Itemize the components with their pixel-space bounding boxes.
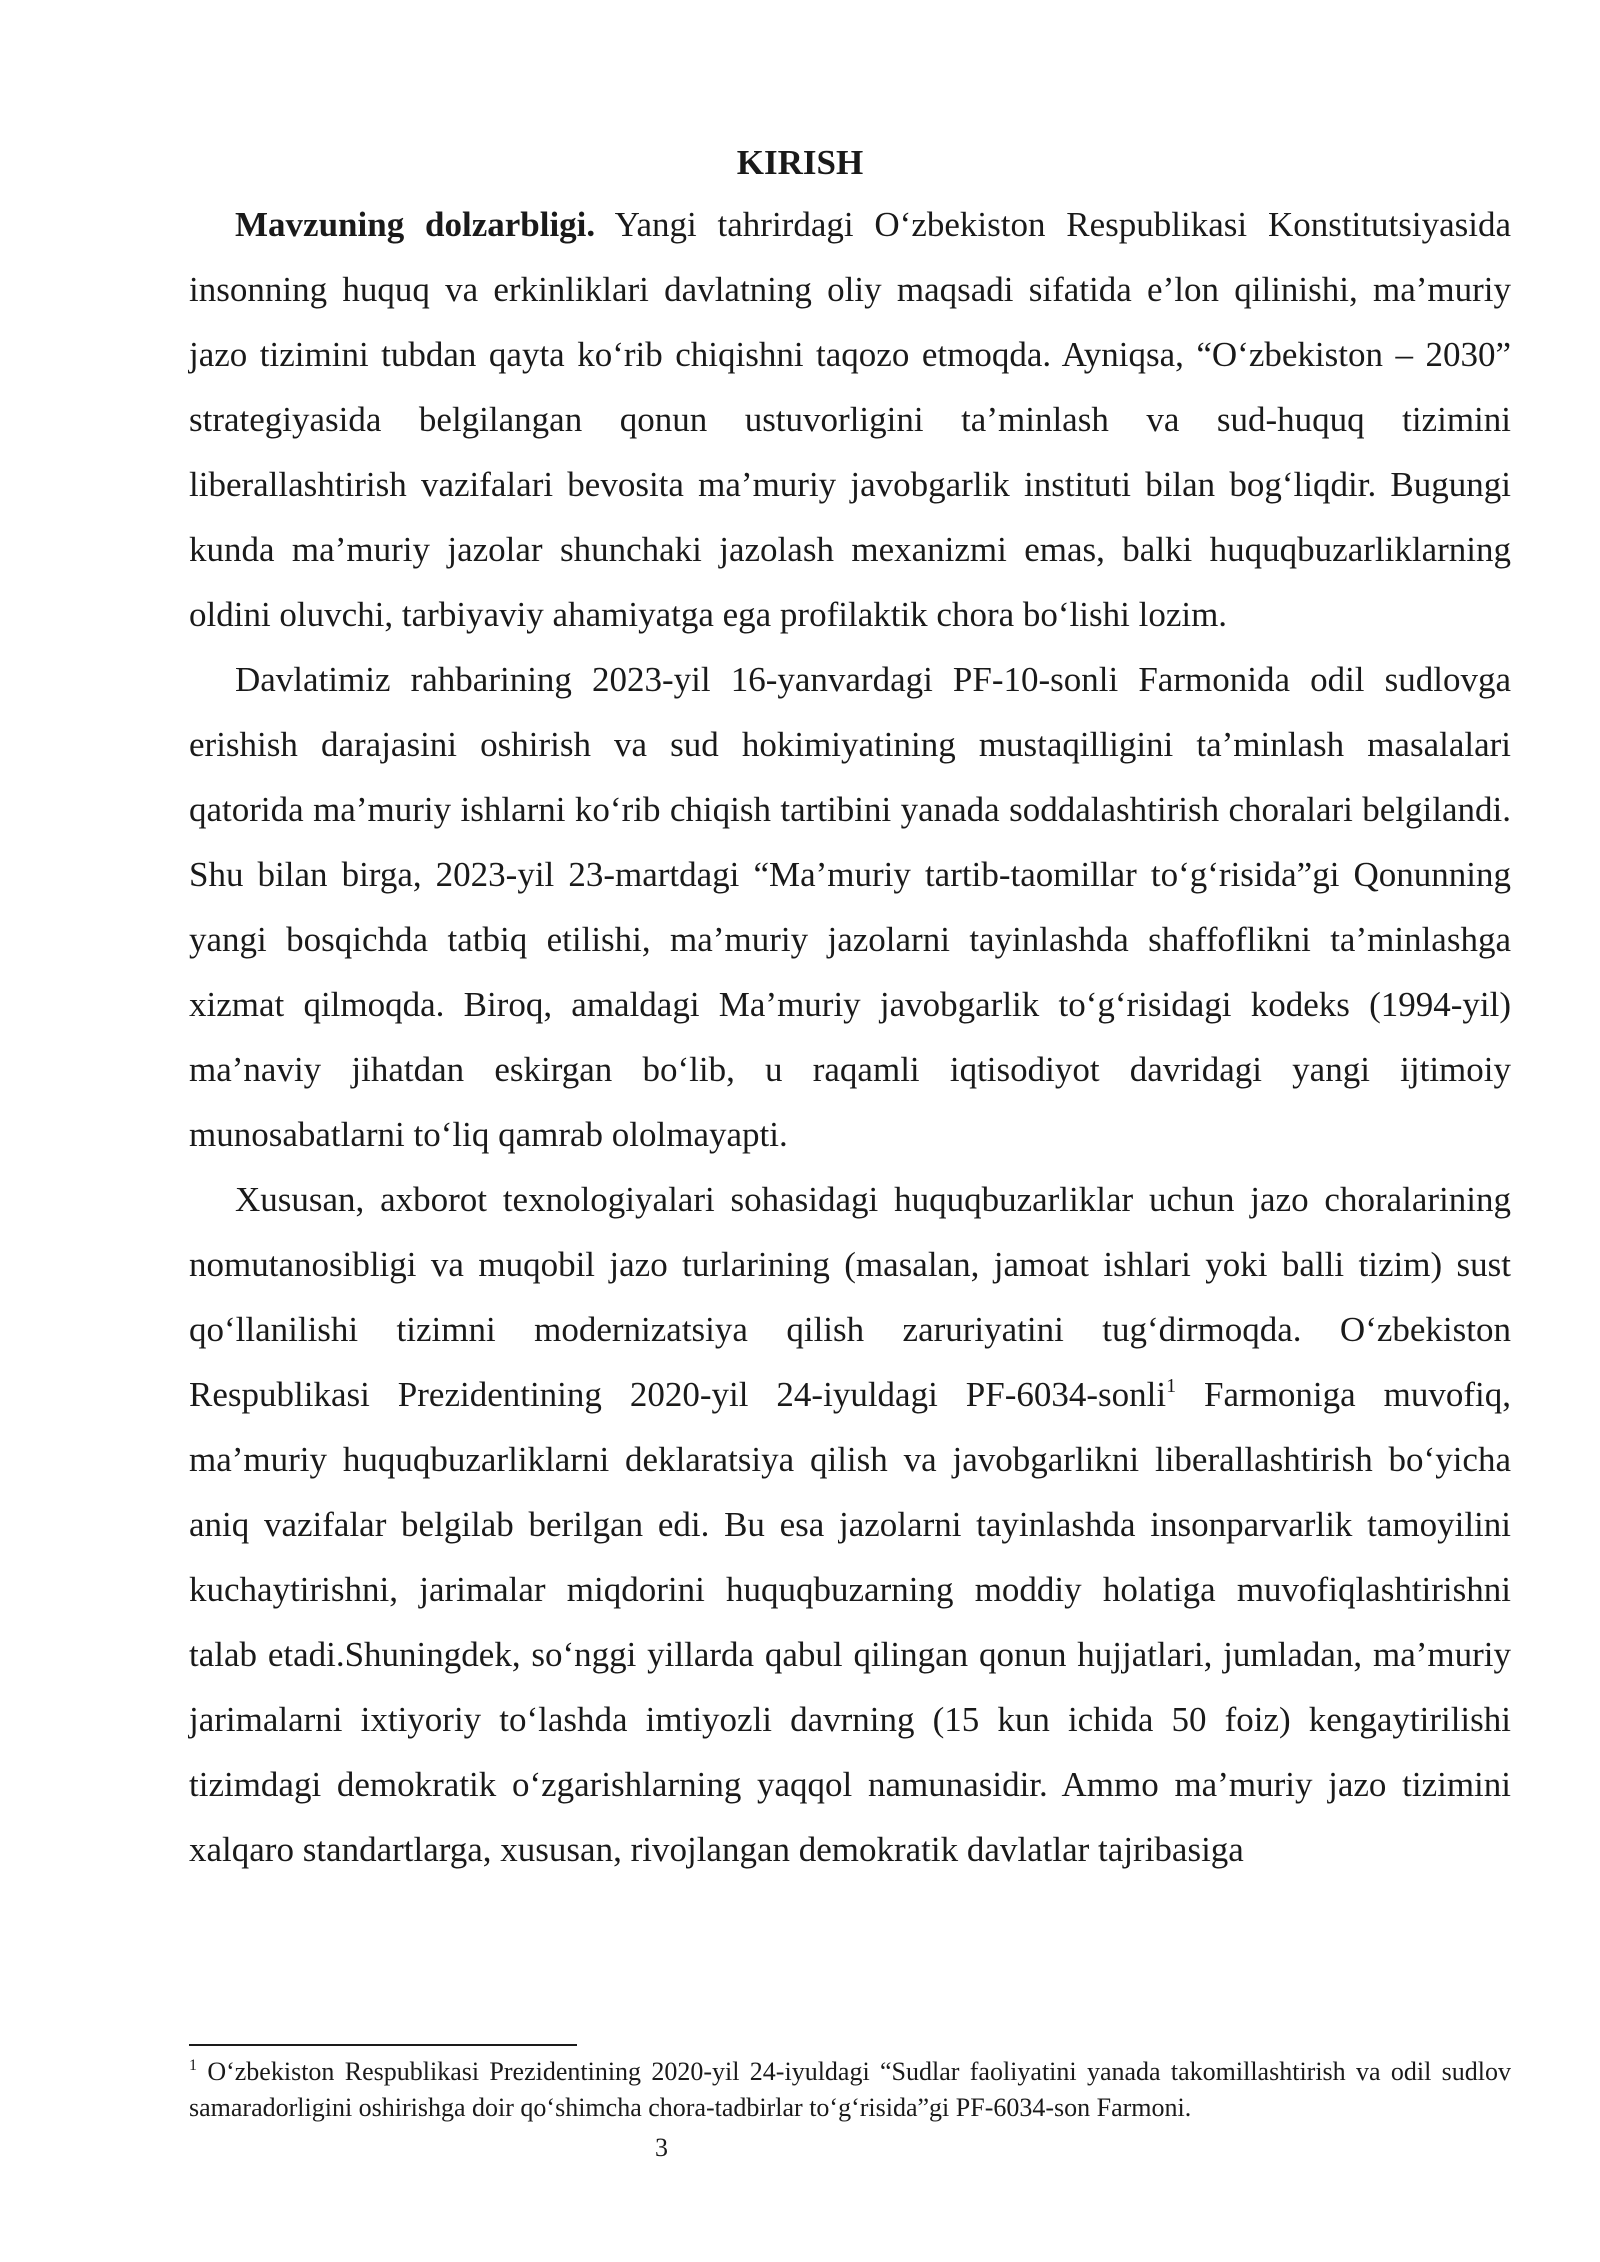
paragraph-decree [189, 647, 1511, 1167]
paragraph-modernization [189, 1167, 1511, 1882]
paragraph-text: Davlatimiz rahbarining 2023-yil 16-yanvardagi PF-10-sonli Farmonida odil sudlovga erishish darajasini oshirish va sud hokimiyatining mustaqilligini ta’minlash masalalari qatorida ma’muriy ishlarni ko‘rib chiqish tartibini yanada soddalashtirish choralari belgilandi. Shu bilan birga, 2023-yil 23-martdagi “Ma’muriy tartib-taomillar to‘g‘risida”gi Qonunning yangi bosqichda tatbiq etilishi, ma’muriy jazolarni tayinlashda shaffoflikni ta’minlashga xizmat qilmoqda. Biroq, amaldagi Ma’muriy javobgarlik to‘g‘risidagi kodeks (1994-yil) ma’naviy jihatdan eskirgan bo‘lib, u raqamli iqtisodiyot davridagi yangi ijtimoiy munosabatlarni to‘liq qamrab ololmayapti. [189, 660, 1511, 1154]
footnote [189, 2054, 1511, 2126]
paragraph-text: Yangi tahrirdagi O‘zbekiston Respublikasi Konstitutsiyasida insonning huquq va erkinliklari davlatning oliy maqsadi sifatida e’lon qilinishi, ma’muriy jazo tizimini tubdan qayta ko‘rib chiqishni taqozo etmoqda. Ayniqsa, “O‘zbekiston – 2030” strategiyasida belgilangan qonun ustuvorligini ta’minlash va sud-huquq tizimini liberallashtirish vazifalari bevosita ma’muriy javobgarlik instituti bilan bog‘liqdir. Bugungi kunda ma’muriy jazolar shunchaki jazolash mexanizmi emas, balki huquqbuzarliklarning oldini oluvchi, tarbiyaviy ahamiyatga ega profilaktik chora bo‘lishi lozim. [189, 205, 1511, 634]
body-text [189, 192, 1511, 1882]
section-heading: KIRISH [736, 143, 864, 182]
paragraph-text: Farmoniga muvofiq, ma’muriy huquqbuzarliklarni deklaratsiya qilish va javobgarlikni liberallashtirish bo‘yicha aniq vazifalar belgilab berilgan edi. Bu esa jazolarni tayinlashda insonparvarlik tamoyilini kuchaytirishni, jarimalar miqdorini huquqbuzarning moddiy holatiga muvofiqlashtirishni talab etadi.Shuningdek, so‘nggi yillarda qabul qilingan qonun hujjatlari, jumladan, ma’muriy jarimalarni ixtiyoriy to‘lashda imtiyozli davrning (15 kun ichida 50 foiz) kengaytirilishi tizimdagi demokratik o‘zgarishlarning yaqqol namunasidir. Ammo ma’muriy jazo tizimini xalqaro standartlarga, xususan, rivojlangan demokratik davlatlar tajribasiga [189, 1375, 1511, 1869]
footnote-reference[interactable]: 1 [1166, 1375, 1177, 1397]
paragraph-text: Xususan, axborot texnologiyalari sohasidagi huquqbuzarliklar uchun jazo choralarining nomutanosibligi va muqobil jazo turlarining (masalan, jamoat ishlari yoki balli tizim) sust qo‘llanilishi tizimni modernizatsiya qilish zaruriyatini tug‘dirmoqda. O‘zbekiston Respublikasi Prezidentining 2020-yil 24-iyuldagi PF-6034-sonli [189, 1180, 1511, 1414]
footnote-number: 1 [189, 2057, 197, 2074]
footnote-separator [189, 2044, 577, 2046]
paragraph-lead: Mavzuning dolzarbligi. [235, 205, 596, 244]
footnote-text: O‘zbekiston Respublikasi Prezidentining 2020-yil 24-iyuldagi “Sudlar faoliyatini yanada takomillashtirish va odil sudlov samaradorligini oshirishga doir qo‘shimcha chora-tadbirlar to‘g‘risida”gi PF-6034-son Farmoni. [189, 2057, 1511, 2122]
paragraph-relevance [189, 192, 1511, 647]
page-number: 3 [655, 2133, 668, 2162]
